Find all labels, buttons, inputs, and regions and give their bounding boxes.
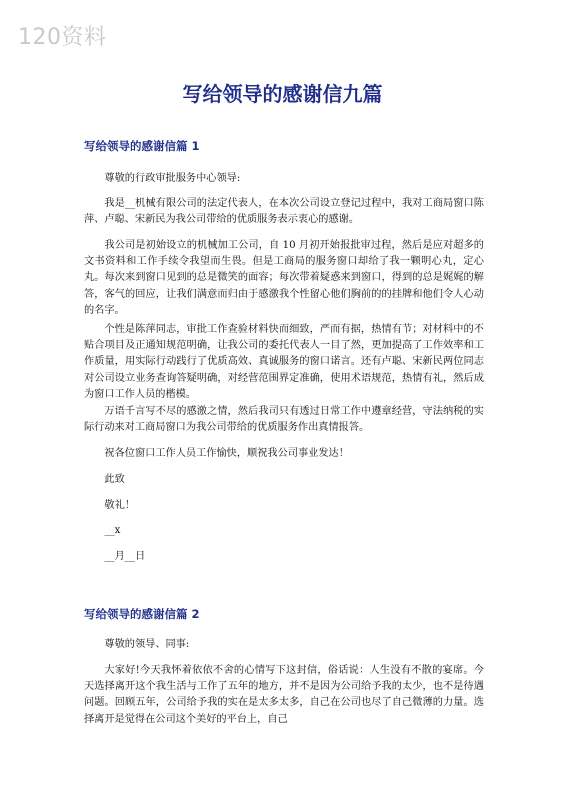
- salutation-2: 尊敬的领导、同事:: [104, 639, 190, 650]
- section-heading-2: 写给领导的感谢信篇 2: [84, 607, 200, 621]
- signature: __x: [104, 525, 121, 536]
- paragraph: 大家好!今天我怀着依依不舍的心情写下这封信，俗话说：人生没有不散的宴席。今天选择离开这个我生活与工作了五年的地方，并不是因为公司给予我的太少，也不是待遇问题。回顾五年，公司给予我的实在是太多太多，自己在公司也尽了自己微薄的力量。选择离开是觉得在公司这个美好的平台上，自己: [84, 665, 484, 725]
- watermark: 120资料: [18, 25, 107, 50]
- section-heading-1: 写给领导的感谢信篇 1: [84, 139, 200, 153]
- paragraph: 我是__机械有限公司的法定代表人，在本次公司设立登记过程中，我对工商局窗口陈萍、卢聪、宋新民为我公司带给的优质服务表示衷心的感谢。: [84, 198, 484, 226]
- closing-line: 此致: [104, 474, 125, 485]
- paragraph: 万语千言写不尽的感激之情，然后我司只有透过日常工作中遵章经营，守法纳税的实际行动来对工商局窗口为我公司带给的优质服务作出真情报答。: [84, 406, 484, 434]
- paragraph: 祝各位窗口工作人员工作愉快，顺祝我公司事业发达！: [104, 448, 349, 459]
- closing-line: 敬礼！: [104, 500, 135, 511]
- page-title: 写给领导的感谢信九篇: [182, 82, 383, 106]
- paragraph: 个性是陈萍同志，审批工作查验材料快而细致，严而有据，热情有节；对材料中的不贴合项目及正通知规范明确，让我公司的委托代表人一目了然，更加提高了工作效率和工作质量，用实际行动践行了优质高效、真诚服务的窗口诺言。还有卢聪、宋新民两位同志对公司设立业务查询答疑明确，对经营范围界定准确，使用术语规范，热情有礼，然后成为窗口工作人员的楷模。: [84, 324, 484, 400]
- paragraph: 我公司是初始设立的机械加工公司，自 10 月初开始报批审过程，然后是应对超多的文书资料和工作手续令我望而生畏。但是工商局的服务窗口却给了我一颗明心丸，定心丸。每次来到窗口见到的总是微笑的面容；每次带着疑惑来到窗口，得到的总是娓娓的解答，客气的回应，让我们满意而归由于感激我个性留心他们胸前的的挂牌和他们令人心动的名字。: [84, 240, 484, 316]
- date: __月__日: [104, 551, 146, 562]
- salutation-1: 尊敬的行政审批服务中心领导:: [104, 173, 241, 184]
